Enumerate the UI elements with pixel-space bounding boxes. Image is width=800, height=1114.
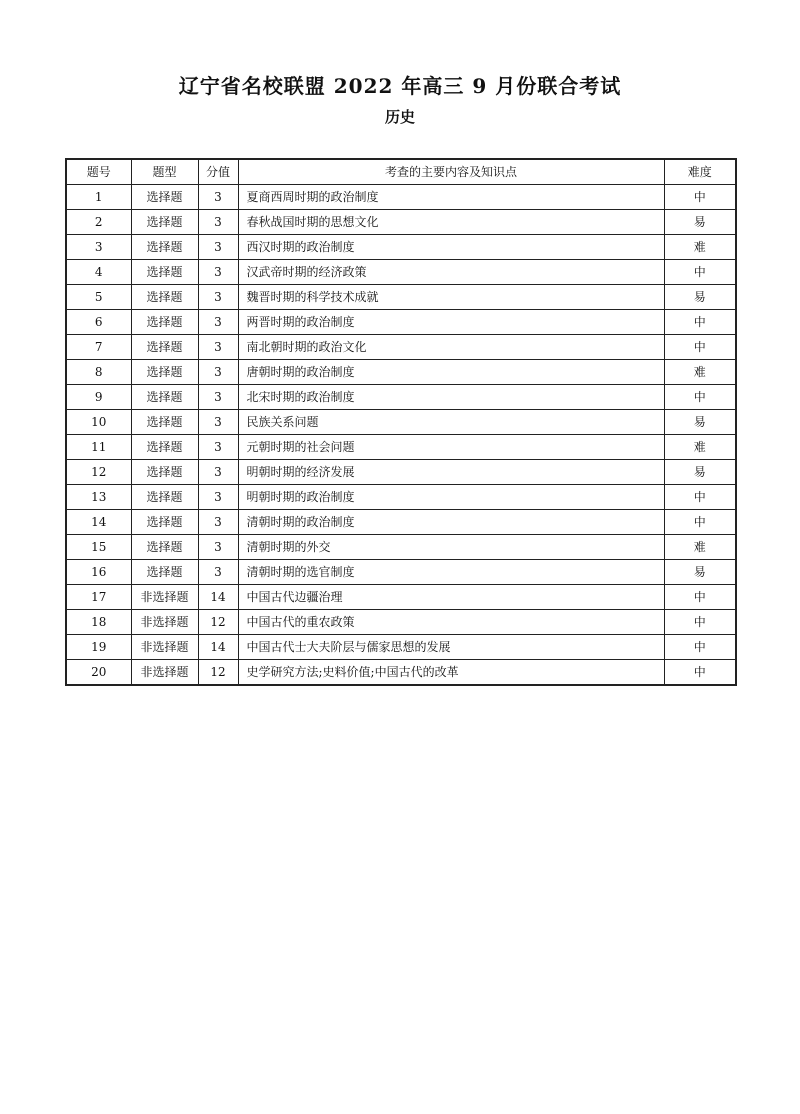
cell-score: 3 — [198, 360, 238, 385]
cell-content: 民族关系问题 — [238, 410, 664, 435]
cell-difficulty: 中 — [664, 335, 736, 360]
cell-score: 3 — [198, 235, 238, 260]
table-row — [66, 335, 736, 360]
cell-number: 14 — [66, 510, 131, 535]
cell-difficulty: 中 — [664, 185, 736, 210]
table-body — [66, 185, 736, 686]
cell-number: 7 — [66, 335, 131, 360]
cell-difficulty: 易 — [664, 210, 736, 235]
cell-type: 选择题 — [131, 485, 198, 510]
cell-content: 清朝时期的外交 — [238, 535, 664, 560]
cell-content: 元朝时期的社会问题 — [238, 435, 664, 460]
cell-number: 1 — [66, 185, 131, 210]
cell-type: 非选择题 — [131, 635, 198, 660]
cell-score: 3 — [198, 485, 238, 510]
cell-content: 魏晋时期的科学技术成就 — [238, 285, 664, 310]
cell-score: 14 — [198, 635, 238, 660]
col-header-number: 题号 — [66, 159, 131, 185]
cell-number: 9 — [66, 385, 131, 410]
cell-score: 14 — [198, 585, 238, 610]
cell-score: 3 — [198, 185, 238, 210]
cell-score: 3 — [198, 335, 238, 360]
cell-score: 3 — [198, 435, 238, 460]
cell-number: 20 — [66, 660, 131, 686]
cell-score: 3 — [198, 460, 238, 485]
cell-number: 17 — [66, 585, 131, 610]
cell-content: 史学研究方法;史料价值;中国古代的改革 — [238, 660, 664, 686]
cell-difficulty: 易 — [664, 460, 736, 485]
table-row — [66, 310, 736, 335]
cell-score: 12 — [198, 610, 238, 635]
table-row — [66, 435, 736, 460]
cell-number: 11 — [66, 435, 131, 460]
cell-number: 5 — [66, 285, 131, 310]
cell-difficulty: 中 — [664, 635, 736, 660]
cell-content: 清朝时期的政治制度 — [238, 510, 664, 535]
cell-number: 19 — [66, 635, 131, 660]
cell-type: 选择题 — [131, 560, 198, 585]
cell-number: 15 — [66, 535, 131, 560]
cell-type: 选择题 — [131, 285, 198, 310]
cell-difficulty: 难 — [664, 535, 736, 560]
subject-title: 历史 — [384, 108, 415, 126]
cell-number: 3 — [66, 235, 131, 260]
cell-difficulty: 中 — [664, 660, 736, 686]
col-header-difficulty: 难度 — [664, 159, 736, 185]
table-row — [66, 385, 736, 410]
cell-content: 明朝时期的经济发展 — [238, 460, 664, 485]
cell-difficulty: 中 — [664, 310, 736, 335]
cell-score: 3 — [198, 560, 238, 585]
cell-content: 中国古代的重农政策 — [238, 610, 664, 635]
cell-content: 北宋时期的政治制度 — [238, 385, 664, 410]
cell-content: 唐朝时期的政治制度 — [238, 360, 664, 385]
cell-type: 选择题 — [131, 460, 198, 485]
cell-difficulty: 难 — [664, 435, 736, 460]
cell-difficulty: 中 — [664, 260, 736, 285]
table-row — [66, 510, 736, 535]
cell-difficulty: 中 — [664, 585, 736, 610]
cell-type: 选择题 — [131, 185, 198, 210]
cell-type: 非选择题 — [131, 585, 198, 610]
exam-spec-table — [65, 158, 737, 686]
cell-number: 6 — [66, 310, 131, 335]
cell-type: 选择题 — [131, 360, 198, 385]
cell-score: 3 — [198, 410, 238, 435]
cell-difficulty: 难 — [664, 235, 736, 260]
cell-content: 春秋战国时期的思想文化 — [238, 210, 664, 235]
cell-score: 3 — [198, 210, 238, 235]
cell-type: 非选择题 — [131, 660, 198, 686]
cell-content: 中国古代边疆治理 — [238, 585, 664, 610]
cell-score: 3 — [198, 510, 238, 535]
cell-score: 3 — [198, 260, 238, 285]
page-title: 辽宁省名校联盟 2022 年高三 9 月份联合考试 — [178, 74, 622, 98]
cell-type: 选择题 — [131, 235, 198, 260]
cell-content: 夏商西周时期的政治制度 — [238, 185, 664, 210]
table-header-row — [66, 159, 736, 185]
cell-score: 3 — [198, 285, 238, 310]
cell-score: 12 — [198, 660, 238, 686]
cell-difficulty: 中 — [664, 485, 736, 510]
cell-number: 10 — [66, 410, 131, 435]
col-header-content: 考查的主要内容及知识点 — [238, 159, 664, 185]
col-header-score: 分值 — [198, 159, 238, 185]
cell-difficulty: 易 — [664, 285, 736, 310]
table-row — [66, 260, 736, 285]
table-row — [66, 285, 736, 310]
table-row — [66, 235, 736, 260]
cell-type: 选择题 — [131, 335, 198, 360]
table-row — [66, 485, 736, 510]
cell-type: 选择题 — [131, 210, 198, 235]
cell-content: 南北朝时期的政治文化 — [238, 335, 664, 360]
cell-number: 8 — [66, 360, 131, 385]
cell-number: 4 — [66, 260, 131, 285]
table-row — [66, 410, 736, 435]
cell-difficulty: 难 — [664, 360, 736, 385]
cell-type: 选择题 — [131, 435, 198, 460]
cell-number: 12 — [66, 460, 131, 485]
table-row — [66, 635, 736, 660]
cell-content: 汉武帝时期的经济政策 — [238, 260, 664, 285]
cell-number: 2 — [66, 210, 131, 235]
cell-content: 明朝时期的政治制度 — [238, 485, 664, 510]
table-row — [66, 560, 736, 585]
cell-number: 18 — [66, 610, 131, 635]
cell-difficulty: 中 — [664, 610, 736, 635]
cell-score: 3 — [198, 535, 238, 560]
cell-content: 西汉时期的政治制度 — [238, 235, 664, 260]
table-row — [66, 460, 736, 485]
cell-type: 选择题 — [131, 260, 198, 285]
cell-type: 选择题 — [131, 310, 198, 335]
table-row — [66, 535, 736, 560]
cell-type: 选择题 — [131, 385, 198, 410]
col-header-type: 题型 — [131, 159, 198, 185]
cell-content: 中国古代士大夫阶层与儒家思想的发展 — [238, 635, 664, 660]
table-row — [66, 660, 736, 686]
cell-number: 13 — [66, 485, 131, 510]
table-row — [66, 360, 736, 385]
cell-number: 16 — [66, 560, 131, 585]
cell-type: 选择题 — [131, 410, 198, 435]
cell-score: 3 — [198, 385, 238, 410]
cell-content: 两晋时期的政治制度 — [238, 310, 664, 335]
cell-difficulty: 易 — [664, 560, 736, 585]
cell-type: 选择题 — [131, 535, 198, 560]
cell-difficulty: 易 — [664, 410, 736, 435]
cell-difficulty: 中 — [664, 510, 736, 535]
table-row — [66, 185, 736, 210]
cell-content: 清朝时期的选官制度 — [238, 560, 664, 585]
cell-score: 3 — [198, 310, 238, 335]
table-row — [66, 210, 736, 235]
table-row — [66, 610, 736, 635]
cell-difficulty: 中 — [664, 385, 736, 410]
cell-type: 选择题 — [131, 510, 198, 535]
table-row — [66, 585, 736, 610]
cell-type: 非选择题 — [131, 610, 198, 635]
